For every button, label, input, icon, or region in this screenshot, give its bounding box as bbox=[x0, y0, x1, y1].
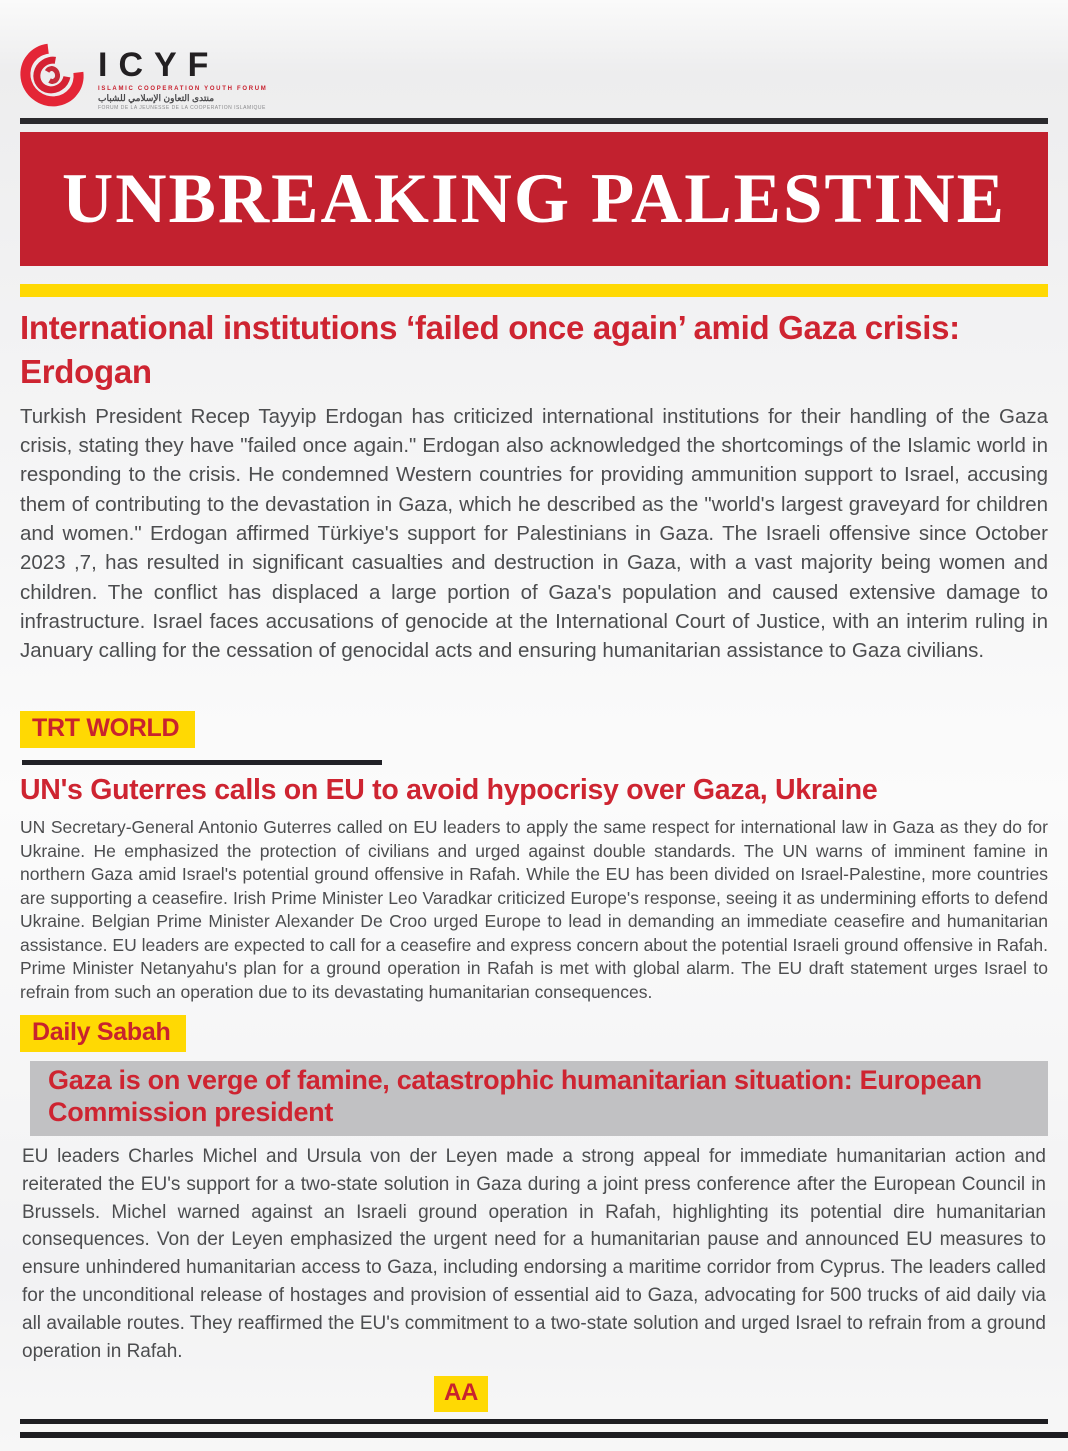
top-divider-rule bbox=[20, 118, 1048, 124]
article-3-source-badge: AA bbox=[434, 1376, 488, 1412]
title-banner bbox=[20, 132, 1048, 266]
section-divider-rule bbox=[22, 760, 382, 765]
logo-text-block bbox=[98, 44, 267, 111]
icyf-logo bbox=[20, 0, 1048, 111]
article-2-headline: UN's Guterres calls on EU to avoid hypocrisy over Gaza, Ukraine bbox=[20, 774, 878, 807]
bottom-edge-rule bbox=[20, 1432, 1068, 1438]
article-1-body: Turkish President Recep Tayyip Erdogan has criticized international institutions for their handling of the Gaza crisis, stating they have "failed once again." Erdogan also acknowledged the shortcomings of the Islamic world in responding to the crisis. He condemned Western countries for providing ammunition support to Israel, accusing them of contributing to the devastation in Gaza, which he described as the "world's largest graveyard for children and women." Erdogan affirmed Türkiye's support for Palestinians in Gaza. The Israeli offensive since October 2023 ,7, has resulted in significant casualties and destruction in Gaza, with a vast majority being women and children. The conflict has displaced a large portion of Gaza's population and caused extensive damage to infrastructure. Israel faces accusations of genocide at the International Court of Justice, with an interim ruling in January calling for the cessation of genocidal acts and ensuring humanitarian assistance to Gaza civilians. bbox=[20, 404, 1048, 663]
article-3-headline: Gaza is on verge of famine, catastrophic humanitarian situation: European Commission president bbox=[48, 1065, 982, 1127]
logo-subtitle-en: ISLAMIC COOPERATION YOUTH FORUM bbox=[98, 86, 268, 92]
logo-subtitle-ar: منتدى التعاون الإسلامي للشباب bbox=[98, 93, 215, 103]
article-3-source-wrap bbox=[434, 1376, 1048, 1412]
article-1 bbox=[20, 306, 1048, 765]
article-2 bbox=[20, 773, 1048, 1052]
article-3 bbox=[20, 1061, 1048, 1412]
article-2-source-wrap bbox=[20, 1015, 1048, 1052]
article-2-body: UN Secretary-General Antonio Guterres called on EU leaders to apply the same respect for international law in Gaza as they do for Ukraine. He emphasized the protection of civilians and urged against double standards. The UN warns of imminent famine in northern Gaza amid Israel's potential ground offensive in Rafah. While the EU has been divided on Israel-Palestine, more countries are supporting a ceasefire. Irish Prime Minister Leo Varadkar criticized Europe's response, seeing it as undermining efforts to defend Ukraine. Belgian Prime Minister Alexander De Croo urged Europe to lead in demanding an immediate ceasefire and humanitarian assistance. EU leaders are expected to call for a ceasefire and express concern about the potential Israeli ground offensive in Rafah. Prime Minister Netanyahu's plan for a ground operation in Rafah is met with global alarm. The EU draft statement urges Israel to refrain from such an operation due to its devastating humanitarian consequences. bbox=[20, 817, 1048, 1002]
page-title: UNBREAKING PALESTINE bbox=[61, 159, 1007, 238]
yellow-divider-rule bbox=[20, 284, 1048, 297]
article-1-source-wrap bbox=[20, 711, 1048, 748]
article-3-body: EU leaders Charles Michel and Ursula von der Leyen made a strong appeal for immediate humanitarian action and reiterated the EU's support for a two-state solution in Gaza during a joint press conference after the European Council in Brussels. Michel warned against an Israeli ground operation in Rafah, highlighting its potential dire humanitarian consequences. Von der Leyen emphasized the urgent need for a humanitarian pause and announced EU measures to ensure unhindered humanitarian access to Gaza, including endorsing a maritime corridor from Cyprus. The leaders called for the unconditional release of hostages and provision of essential aid to Gaza, advocating for 500 trucks of aid daily via all available routes. They reaffirmed the EU's commitment to a two-state solution and urged Israel to refrain from a ground operation in Rafah. bbox=[22, 1146, 1046, 1362]
icyf-rose-icon bbox=[20, 44, 84, 106]
article-3-headline-box bbox=[30, 1061, 1048, 1136]
logo-name: ICYF bbox=[98, 46, 220, 84]
article-1-headline: International institutions ‘failed once again’ amid Gaza crisis: Erdogan bbox=[20, 309, 960, 390]
bottom-divider-rule bbox=[20, 1419, 1048, 1424]
article-1-source-badge: TRT WORLD bbox=[20, 711, 195, 748]
logo-subtitle-fr: FORUM DE LA JEUNESSE DE LA COOPERATION ISLAMIQUE bbox=[98, 105, 266, 111]
article-2-source-badge: Daily Sabah bbox=[20, 1015, 186, 1052]
